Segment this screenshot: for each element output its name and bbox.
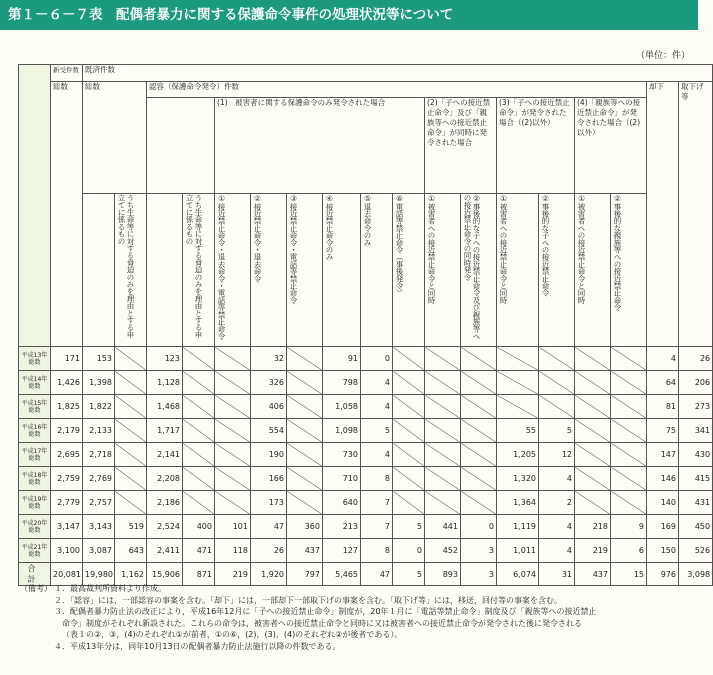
cell-kyakka: 140 — [647, 491, 679, 515]
cell-c3 — [287, 467, 323, 491]
cell-c6 — [393, 467, 425, 491]
cell-done_sub: 519 — [115, 515, 147, 539]
cell-c12 — [611, 419, 647, 443]
cell-c6 — [393, 347, 425, 371]
cell-c10 — [539, 371, 575, 395]
header-ninyo: 認容（保護命令発令）件数 — [147, 82, 647, 98]
cell-done_sub — [115, 491, 147, 515]
cell-c6 — [393, 443, 425, 467]
cell-ninyo_sub — [183, 395, 215, 419]
cell-c10: 2 — [539, 491, 575, 515]
table-row — [19, 515, 713, 539]
cell-kyakka: 64 — [647, 371, 679, 395]
cell-c4: 710 — [323, 467, 361, 491]
cell-c7 — [425, 371, 461, 395]
cell-torisage: 3,098 — [679, 563, 713, 586]
page-title: 第１－６－７表 配偶者暴力に関する保護命令事件の処理状況等について — [0, 0, 698, 30]
cell-kyakka: 4 — [647, 347, 679, 371]
cell-kyakka: 81 — [647, 395, 679, 419]
cell-c2: 32 — [251, 347, 287, 371]
cell-c8: 3 — [461, 539, 497, 563]
cell-c11: 437 — [575, 563, 611, 586]
cell-c12: 6 — [611, 539, 647, 563]
table-row — [19, 467, 713, 491]
header-c9: ①被害者への接近禁止命令と同時 — [497, 194, 539, 347]
header-torisage: 取下げ等 — [679, 82, 713, 347]
cell-c7 — [425, 443, 461, 467]
cell-c8 — [461, 491, 497, 515]
header-c10: ②事後的な子への接近禁止命令 — [539, 194, 575, 347]
header-c12: ②事後的な親族等への接近禁止命令 — [611, 194, 647, 347]
cell-new_total: 2,779 — [51, 491, 83, 515]
cell-c3: 437 — [287, 539, 323, 563]
cell-c11: 219 — [575, 539, 611, 563]
note-2: ２．「認容」には，一部認容の事案を含む。「却下」には，一部却下一部取下げの事案を含む。「取下げ等」には，移送，回付等の事案を含む。 — [54, 595, 562, 605]
cell-c4: 640 — [323, 491, 361, 515]
cell-c10: 4 — [539, 515, 575, 539]
cell-ninyo_sub — [183, 371, 215, 395]
cell-c1 — [215, 443, 251, 467]
cell-kyakka: 75 — [647, 419, 679, 443]
cell-c3 — [287, 443, 323, 467]
cell-c9: 1,320 — [497, 467, 539, 491]
cell-c3 — [287, 491, 323, 515]
cell-c3 — [287, 395, 323, 419]
row-year-label: 平成15年総数 — [19, 395, 51, 419]
row-year-label: 平成18年総数 — [19, 467, 51, 491]
cell-c3 — [287, 419, 323, 443]
cell-c2: 47 — [251, 515, 287, 539]
protection-order-table — [18, 64, 713, 586]
cell-c8 — [461, 419, 497, 443]
cell-c11 — [575, 347, 611, 371]
cell-torisage: 415 — [679, 467, 713, 491]
cell-c6: 5 — [393, 563, 425, 586]
cell-done_sub: 643 — [115, 539, 147, 563]
cell-ninyo: 2,524 — [147, 515, 183, 539]
cell-done_sub — [115, 443, 147, 467]
cell-c10 — [539, 395, 575, 419]
cell-c6 — [393, 371, 425, 395]
row-year-label: 平成20年総数 — [19, 515, 51, 539]
cell-c2: 406 — [251, 395, 287, 419]
cell-c3: 797 — [287, 563, 323, 586]
cell-torisage: 450 — [679, 515, 713, 539]
table-row — [19, 491, 713, 515]
header-new: 新受件数 — [51, 65, 83, 82]
header-done-total-blank — [83, 194, 115, 347]
cell-c7 — [425, 347, 461, 371]
cell-c8 — [461, 347, 497, 371]
note-3c: （表１の②，③，(4)のそれぞれ①が前者，①の⑥，(2)，(3)，(4)のそれぞれ②が後者である）。 — [62, 630, 403, 639]
cell-c11 — [575, 491, 611, 515]
cell-c5: 4 — [361, 395, 393, 419]
cell-c4: 798 — [323, 371, 361, 395]
cell-ninyo: 1,468 — [147, 395, 183, 419]
cell-ninyo_sub — [183, 491, 215, 515]
row-year-label: 平成13年総数 — [19, 347, 51, 371]
cell-c3: 360 — [287, 515, 323, 539]
cell-c2: 26 — [251, 539, 287, 563]
header-ninyo-total-blank — [147, 194, 183, 347]
cell-c5: 7 — [361, 515, 393, 539]
cell-c9: 1,205 — [497, 443, 539, 467]
cell-ninyo_sub: 871 — [183, 563, 215, 586]
cell-ninyo_sub: 400 — [183, 515, 215, 539]
cell-ninyo_sub: 471 — [183, 539, 215, 563]
cell-c7 — [425, 419, 461, 443]
cell-new_total: 1,825 — [51, 395, 83, 419]
cell-c5: 4 — [361, 443, 393, 467]
cell-c8 — [461, 443, 497, 467]
cell-ninyo: 1,717 — [147, 419, 183, 443]
cell-c8: 3 — [461, 563, 497, 586]
cell-new_total: 2,759 — [51, 467, 83, 491]
cell-c12: 9 — [611, 515, 647, 539]
header-group-2: (2)「子への接近禁止命令」及び「親族等への接近禁止命令」が同時に発令された場合 — [425, 98, 497, 194]
cell-c4: 730 — [323, 443, 361, 467]
cell-ninyo: 123 — [147, 347, 183, 371]
cell-done_total: 3,143 — [83, 515, 115, 539]
cell-c10: 4 — [539, 467, 575, 491]
cell-ninyo: 15,906 — [147, 563, 183, 586]
header-ninyo-blank — [147, 98, 215, 194]
cell-c10: 31 — [539, 563, 575, 586]
cell-done_total: 19,980 — [83, 563, 115, 586]
header-c8: ②事後的な子への接近禁止命令及び親族等への接近禁止命令の同時発令 — [461, 194, 497, 347]
cell-new_total: 3,147 — [51, 515, 83, 539]
cell-c1: 219 — [215, 563, 251, 586]
table-corner — [19, 65, 51, 347]
cell-c1 — [215, 395, 251, 419]
cell-c12 — [611, 467, 647, 491]
cell-c5: 8 — [361, 467, 393, 491]
header-done-sub: うち生命等に対する脅迫のみを理由とする申立てに係るもの — [115, 194, 147, 347]
cell-c4: 127 — [323, 539, 361, 563]
cell-done_total: 2,757 — [83, 491, 115, 515]
cell-c7: 452 — [425, 539, 461, 563]
table-row — [19, 347, 713, 371]
cell-ninyo_sub — [183, 443, 215, 467]
cell-torisage: 431 — [679, 491, 713, 515]
header-group-1: (1) 被害者に関する保護命令のみ発令された場合 — [215, 98, 425, 194]
cell-c2: 554 — [251, 419, 287, 443]
note-1: （備考） １．最高裁判所資料より作成。 — [20, 584, 166, 593]
cell-c1 — [215, 347, 251, 371]
header-kyakka: 却下 — [647, 82, 679, 347]
cell-torisage: 341 — [679, 419, 713, 443]
cell-c3 — [287, 347, 323, 371]
table-row — [19, 443, 713, 467]
header-c6: ⑥電話等禁止命令（事後発令） — [393, 194, 425, 347]
header-ninyo-sub: うち生命等に対する脅迫のみを理由とする申立てに係るもの — [183, 194, 215, 347]
cell-ninyo: 1,128 — [147, 371, 183, 395]
cell-new_total: 2,695 — [51, 443, 83, 467]
cell-c2: 166 — [251, 467, 287, 491]
cell-ninyo: 2,186 — [147, 491, 183, 515]
cell-c11: 218 — [575, 515, 611, 539]
cell-c5: 0 — [361, 347, 393, 371]
cell-kyakka: 146 — [647, 467, 679, 491]
cell-c9: 6,074 — [497, 563, 539, 586]
note-3a: ３．配偶者暴力防止法の改正により，平成16年12月に「子への接近禁止命令」制度が，20年１月に「電話等禁止命令」制度及び「親族等への接近禁止 — [54, 607, 597, 616]
cell-kyakka: 976 — [647, 563, 679, 586]
cell-c1 — [215, 467, 251, 491]
cell-c6 — [393, 395, 425, 419]
cell-c7 — [425, 467, 461, 491]
row-year-label: 合計 — [19, 563, 51, 586]
cell-c9 — [497, 347, 539, 371]
cell-c11 — [575, 467, 611, 491]
cell-c4: 91 — [323, 347, 361, 371]
cell-new_total: 2,179 — [51, 419, 83, 443]
cell-c11 — [575, 443, 611, 467]
header-done: 既済件数 — [83, 65, 713, 82]
cell-c9: 55 — [497, 419, 539, 443]
header-c5: ⑤退去命令のみ — [361, 194, 393, 347]
cell-c12 — [611, 491, 647, 515]
cell-c11 — [575, 419, 611, 443]
cell-ninyo: 2,411 — [147, 539, 183, 563]
cell-c9 — [497, 371, 539, 395]
cell-c7: 893 — [425, 563, 461, 586]
cell-c9 — [497, 395, 539, 419]
cell-ninyo_sub — [183, 419, 215, 443]
cell-c10: 12 — [539, 443, 575, 467]
cell-c5: 4 — [361, 371, 393, 395]
row-year-label: 平成16年総数 — [19, 419, 51, 443]
cell-done_total: 153 — [83, 347, 115, 371]
cell-torisage: 206 — [679, 371, 713, 395]
cell-done_sub — [115, 419, 147, 443]
cell-kyakka: 147 — [647, 443, 679, 467]
cell-c1: 101 — [215, 515, 251, 539]
table-row — [19, 371, 713, 395]
cell-torisage: 26 — [679, 347, 713, 371]
cell-c8 — [461, 467, 497, 491]
cell-torisage: 273 — [679, 395, 713, 419]
cell-c7 — [425, 491, 461, 515]
cell-c8 — [461, 395, 497, 419]
row-year-label: 平成17年総数 — [19, 443, 51, 467]
cell-c1 — [215, 371, 251, 395]
header-c1: ①接近禁止命令・退去命令・電話等禁止命令 — [215, 194, 251, 347]
cell-c12 — [611, 443, 647, 467]
cell-c6: 0 — [393, 539, 425, 563]
table-row — [19, 419, 713, 443]
cell-c1 — [215, 491, 251, 515]
table-data-body — [19, 347, 713, 586]
cell-c11 — [575, 395, 611, 419]
cell-c10: 4 — [539, 539, 575, 563]
cell-c5: 5 — [361, 419, 393, 443]
header-group-4: (4)「親族等への接近禁止命令」が発令された場合（(2)以外） — [575, 98, 647, 194]
cell-c8: 0 — [461, 515, 497, 539]
cell-done_sub: 1,162 — [115, 563, 147, 586]
cell-ninyo: 2,208 — [147, 467, 183, 491]
cell-done_total: 1,398 — [83, 371, 115, 395]
cell-c7: 441 — [425, 515, 461, 539]
cell-done_total: 2,769 — [83, 467, 115, 491]
cell-torisage: 430 — [679, 443, 713, 467]
cell-c1: 118 — [215, 539, 251, 563]
cell-c7 — [425, 395, 461, 419]
cell-ninyo_sub — [183, 347, 215, 371]
header-done-total: 総数 — [83, 82, 147, 194]
cell-c5: 47 — [361, 563, 393, 586]
cell-c2: 1,920 — [251, 563, 287, 586]
cell-c11 — [575, 371, 611, 395]
notes-block — [20, 583, 690, 652]
cell-kyakka: 169 — [647, 515, 679, 539]
cell-c8 — [461, 371, 497, 395]
cell-c12 — [611, 371, 647, 395]
header-group-3: (3)「子への接近禁止命令」が発令された場合（(2)以外） — [497, 98, 575, 194]
header-c7: ①被害者への接近禁止命令と同時 — [425, 194, 461, 347]
cell-c9: 1,011 — [497, 539, 539, 563]
cell-c10: 5 — [539, 419, 575, 443]
cell-c5: 8 — [361, 539, 393, 563]
cell-new_total: 20,081 — [51, 563, 83, 586]
cell-c12 — [611, 395, 647, 419]
row-year-label: 平成19年総数 — [19, 491, 51, 515]
header-c11: ①被害者への接近禁止命令と同時 — [575, 194, 611, 347]
cell-done_total: 1,822 — [83, 395, 115, 419]
cell-c2: 326 — [251, 371, 287, 395]
unit-label: （単位：件） — [635, 51, 690, 61]
note-4: ４．平成13年分は，同年10月13日の配偶者暴力防止法施行以降の件数である。 — [54, 641, 341, 651]
cell-c2: 173 — [251, 491, 287, 515]
row-year-label: 平成14年総数 — [19, 371, 51, 395]
cell-c6: 5 — [393, 515, 425, 539]
cell-c1 — [215, 419, 251, 443]
cell-c12 — [611, 347, 647, 371]
cell-kyakka: 150 — [647, 539, 679, 563]
cell-c6 — [393, 491, 425, 515]
cell-done_sub — [115, 395, 147, 419]
cell-c9: 1,364 — [497, 491, 539, 515]
header-c2: ②接近禁止命令・退去命令 — [251, 194, 287, 347]
cell-torisage: 526 — [679, 539, 713, 563]
row-year-label: 平成21年総数 — [19, 539, 51, 563]
cell-ninyo: 2,141 — [147, 443, 183, 467]
header-new-total: 総数 — [51, 82, 83, 347]
cell-done_sub — [115, 467, 147, 491]
cell-done_total: 3,087 — [83, 539, 115, 563]
cell-c4: 213 — [323, 515, 361, 539]
cell-c2: 190 — [251, 443, 287, 467]
header-c4: ④接近禁止命令のみ — [323, 194, 361, 347]
cell-c9: 1,119 — [497, 515, 539, 539]
cell-done_sub — [115, 347, 147, 371]
notes-label: （備考） — [20, 584, 52, 593]
cell-done_total: 2,133 — [83, 419, 115, 443]
cell-c10 — [539, 347, 575, 371]
cell-done_sub — [115, 371, 147, 395]
cell-c4: 1,058 — [323, 395, 361, 419]
table-row — [19, 539, 713, 563]
cell-c6 — [393, 419, 425, 443]
cell-new_total: 171 — [51, 347, 83, 371]
cell-c4: 1,098 — [323, 419, 361, 443]
cell-c3 — [287, 371, 323, 395]
header-c3: ③接近禁止命令・電話等禁止命令 — [287, 194, 323, 347]
cell-ninyo_sub — [183, 467, 215, 491]
note-3b: 命令」制度がそれぞれ新設された。これらの命令は，被害者への接近禁止命令と同時に又は被害者への接近禁止命令が発令された後に発令される — [62, 618, 582, 628]
cell-c5: 7 — [361, 491, 393, 515]
cell-new_total: 3,100 — [51, 539, 83, 563]
cell-c12: 15 — [611, 563, 647, 586]
cell-c4: 5,465 — [323, 563, 361, 586]
cell-done_total: 2,718 — [83, 443, 115, 467]
table-row — [19, 395, 713, 419]
cell-new_total: 1,426 — [51, 371, 83, 395]
